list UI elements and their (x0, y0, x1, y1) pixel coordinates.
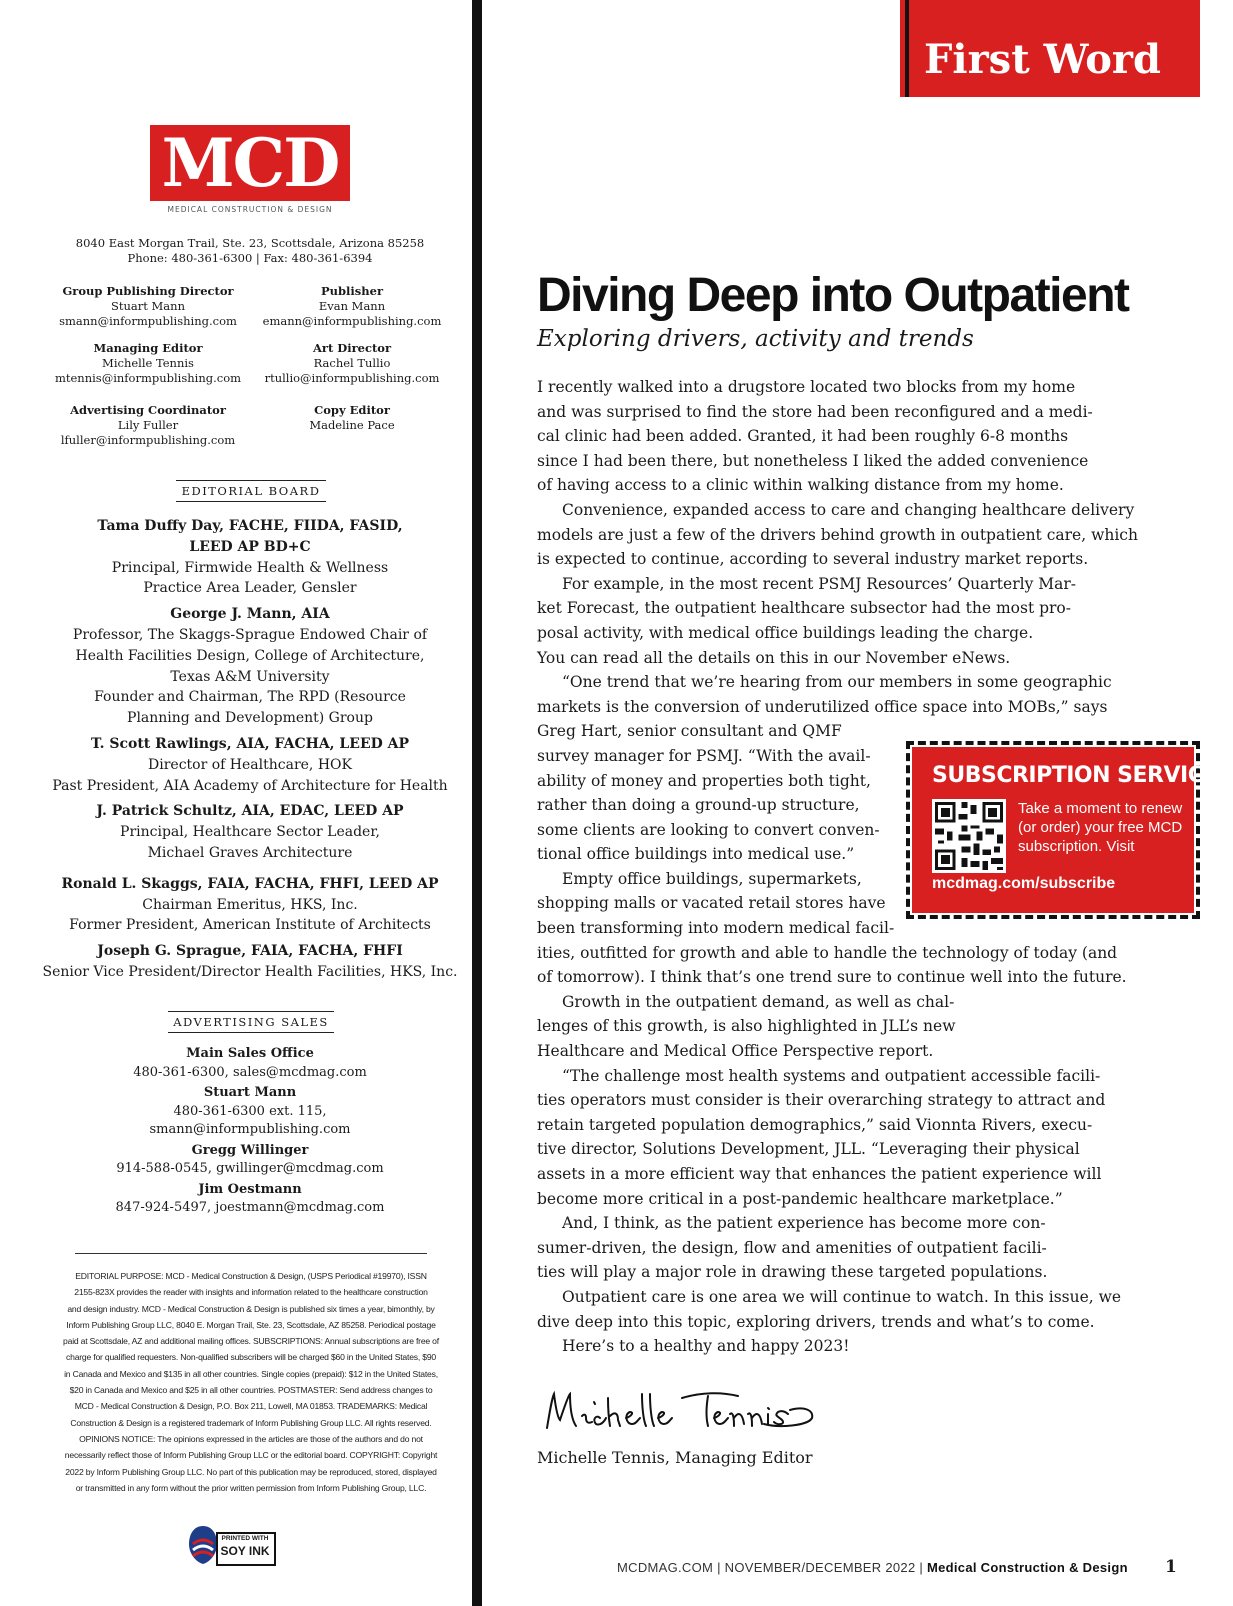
board-member-name: Joseph G. Sprague, FAIA, FACHA, FHFI (97, 943, 403, 960)
sales-contact-name: Main Sales Office (186, 1046, 314, 1061)
staff-role: Managing Editor (93, 341, 203, 355)
article-paragraph (537, 1211, 1137, 1285)
notice-line: Construction & Design is a registered trademark of Inform Publishing Group LLC. All rights reserved. (70, 1417, 432, 1428)
staff-email: emann@informpublishing.com (262, 314, 442, 328)
advertising-sales-list (40, 1045, 460, 1220)
divider-rule (75, 1253, 427, 1254)
board-member-detail: Chairman Emeritus, HKS, Inc. (142, 896, 358, 913)
staff-email: rtullio@informpublishing.com (264, 371, 440, 385)
article-headline: Diving Deep into Outpatient (537, 269, 1129, 322)
soy-ink-flag-icon (186, 1524, 220, 1566)
article-line: ties will play a major role in drawing these targeted populations. (537, 1263, 1048, 1282)
subscription-title: SUBSCRIPTION SERVICES (932, 763, 1233, 788)
logo-tagline: MEDICAL CONSTRUCTION & DESIGN (167, 205, 333, 214)
board-member-name: LEED AP BD+C (189, 538, 311, 555)
sales-contact (40, 1084, 460, 1140)
notice-line: necessarily reflect those of Inform Publishing Group LLC or the editorial board. COPYRIGHT: Copyright (64, 1450, 438, 1461)
article-line: is expected to continue, according to several industry market reports. (537, 550, 1089, 569)
sales-contact-name: Gregg Willinger (191, 1142, 309, 1158)
staff-role: Advertising Coordinator (70, 403, 226, 417)
article-line: I recently walked into a drugstore located two blocks from my home (537, 378, 1076, 396)
board-member (40, 516, 460, 599)
notice-line: Inform Publishing Group LLC, 8040 E. Morgan Trail, Ste. 23, Scottsdale, AZ 85258. Periodical postage (66, 1319, 436, 1330)
board-member-detail: Michael Graves Architecture (147, 844, 353, 861)
staff-role: Group Publishing Director (62, 284, 234, 298)
staff-name: Rachel Tullio (313, 356, 391, 370)
article-line: “The challenge most health systems and outpatient accessible facili- (562, 1066, 1101, 1085)
notice-line: and design industry. MCD - Medical Construction & Design is published six times a year, bimonthly, by (67, 1303, 435, 1314)
board-member-name: T. Scott Rawlings, AIA, FACHA, LEED AP (90, 735, 410, 752)
board-member-detail: Former President, American Institute of Architects (69, 917, 431, 934)
section-banner (900, 0, 1200, 97)
staff-role: Publisher (321, 284, 383, 298)
signoff: Michelle Tennis, Managing Editor (537, 1448, 813, 1467)
article-line: ability of money and properties both tight, (537, 771, 871, 790)
staff-entry (48, 403, 248, 448)
article-paragraph (537, 572, 1137, 670)
sales-contact (40, 1181, 460, 1218)
article-paragraph (537, 1334, 1137, 1359)
article-line: Convenience, expanded access to care and changing healthcare delivery (562, 500, 1135, 519)
staff-email: lfuller@informpublishing.com (60, 433, 236, 447)
board-member-detail: Founder and Chairman, The RPD (Resource (94, 689, 406, 706)
notice-line: OPINIONS NOTICE: The opinions expressed in the articles are those of the authors and do not (79, 1433, 423, 1444)
notice-line: 2022 by Inform Publishing Group LLC. No part of this publication may be reproduced, stored, displayed (65, 1466, 437, 1477)
article-line: models are just a few of the drivers behind growth in outpatient care, which (537, 525, 1138, 544)
board-member-name: Ronald L. Skaggs, FAIA, FACHA, FHFI, LEED AP (61, 875, 439, 892)
board-member-detail: Past President, AIA Academy of Architecture for Health (52, 777, 448, 794)
article-line: Growth in the outpatient demand, as well as chal- (562, 992, 955, 1011)
board-member-detail: Professor, The Skaggs-Sprague Endowed Chair of (72, 626, 428, 643)
notice-line: 2155-823X provides the reader with insights and information related to the healthcare construction (74, 1287, 428, 1298)
staff-name: Evan Mann (318, 299, 386, 313)
notice-line: EDITORIAL PURPOSE: MCD - Medical Construction & Design, (USPS Periodical #19970), ISSN (75, 1271, 427, 1281)
phone-fax: Phone: 480-361-6300 | Fax: 480-361-6394 (127, 251, 373, 265)
staff-role: Copy Editor (314, 403, 390, 417)
board-member (40, 941, 460, 983)
staff-entry (48, 341, 248, 386)
advertising-sales-label: ADVERTISING SALES (168, 1011, 334, 1033)
article-line: For example, in the most recent PSMJ Resources’ Quarterly Mar- (562, 574, 1077, 593)
soy-ink-badge (186, 1524, 278, 1566)
address: 8040 East Morgan Trail, Ste. 23, Scottsdale, Arizona 85258 (75, 236, 425, 250)
sales-contact-detail: 480-361-6300, sales@mcdmag.com (133, 1064, 367, 1080)
board-member-name: J. Patrick Schultz, AIA, EDAC, LEED AP (96, 803, 404, 820)
subscription-link[interactable]: mcdmag.com/subscribe (932, 875, 1116, 892)
article-line: since I had been there, but nonetheless I liked the added convenience (537, 451, 1089, 470)
article-line: retain targeted population demographics,” said Vionnta Rivers, execu- (537, 1115, 1093, 1134)
article-line: tional office buildings into medical use.” (537, 845, 855, 864)
board-member-detail: Director of Healthcare, HOK (148, 756, 352, 773)
staff-email: smann@informpublishing.com (59, 314, 237, 328)
page-number: 1 (1165, 1557, 1177, 1577)
subscription-callout[interactable] (912, 747, 1233, 913)
staff-name: Stuart Mann (111, 299, 185, 313)
board-member-name: George J. Mann, AIA (170, 606, 330, 623)
page-footer (617, 1560, 1128, 1575)
staff-role: Art Director (312, 341, 392, 355)
article-line: and was surprised to find the store had been reconfigured and a medi- (537, 402, 1093, 421)
article-line: And, I think, as the patient experience has become more con- (562, 1214, 1046, 1233)
article-line: You can read all the details on this in our November eNews. (537, 648, 1011, 667)
article-line: “One trend that we’re hearing from our members in some geographic (562, 673, 1112, 692)
sales-contact-name: Jim Oestmann (198, 1181, 302, 1197)
staff-entry (252, 403, 452, 433)
editorial-board-list (40, 516, 460, 988)
staff-email: mtennis@informpublishing.com (54, 371, 242, 385)
masthead-column (0, 0, 472, 1606)
handwritten-signature (542, 1380, 822, 1440)
article-paragraph (537, 498, 1137, 572)
subscription-pitch: Take a moment to renew (or order) your free MCD subscription. Visit (1018, 800, 1183, 855)
staff-entry (252, 341, 452, 386)
mcd-logo: MCD (150, 125, 350, 201)
sales-contact-detail: 847-924-5497, joestmann@mcdmag.com (115, 1200, 385, 1215)
sales-contact (40, 1045, 460, 1082)
article-line: markets is the conversion of underutilized office space into MOBs,” says (537, 697, 1108, 716)
qr-code-icon[interactable] (932, 799, 1006, 873)
editorial-board-label: EDITORIAL BOARD (176, 480, 326, 502)
sales-contact-detail: 914-588-0545, gwillinger@mcdmag.com (116, 1161, 384, 1176)
article-line: lenges of this growth, is also highlighted in JLL’s new (537, 1017, 956, 1036)
article-line: ket Forecast, the outpatient healthcare subsector had the most pro- (537, 599, 1072, 618)
sales-contact (40, 1142, 460, 1179)
article-paragraph (537, 1064, 1137, 1212)
article-line: been transforming into modern medical facil- (537, 919, 895, 938)
article-line: Greg Hart, senior consultant and QMF (537, 722, 842, 741)
article-line: dive deep into this topic, exploring drivers, trends and what’s to come. (537, 1312, 1095, 1331)
article-line: Outpatient care is one area we will continue to watch. In this issue, we (562, 1287, 1122, 1306)
staff-entry (252, 284, 452, 329)
sales-contact-name: Stuart Mann (203, 1085, 297, 1100)
soy-ink-line1: PRINTED WITH (221, 1535, 269, 1542)
notice-line: or transmitted in any form without the prior written permission from Inform Publishing Group, LLC. (75, 1482, 427, 1493)
article-line: assets in a more efficient way that enhances the patient experience will (537, 1165, 1102, 1183)
column-divider (472, 0, 482, 1606)
board-member-name: Tama Duffy Day, FACHE, FIIDA, FASID, (97, 518, 403, 534)
article-column (482, 0, 1233, 1606)
article-line: Healthcare and Medical Office Perspective report. (537, 1042, 934, 1061)
article-paragraph (537, 1285, 1137, 1334)
board-member-detail: Practice Area Leader, Gensler (143, 580, 357, 597)
staff-name: Michelle Tennis (102, 356, 194, 370)
article-line: survey manager for PSMJ. “With the avail- (537, 746, 871, 765)
board-member-detail: Senior Vice President/Director Health Facilities, HKS, Inc. (42, 963, 458, 980)
article-line: tive director, Solutions Development, JLL. “Leveraging their physical (537, 1140, 1080, 1159)
notice-line: $20 in Canada and Mexico and $25 in all other countries. POSTMASTER: Send address changes to (69, 1385, 433, 1396)
board-member-detail: Principal, Healthcare Sector Leader, (120, 824, 380, 841)
sales-contact-detail: 480-361-6300 ext. 115, (173, 1103, 327, 1119)
article-line: become more critical in a post-pandemic healthcare marketplace.” (537, 1189, 1063, 1208)
article-line: cal clinic had been added. Granted, it had been roughly 6-8 months (537, 427, 1069, 446)
article-line: rather than doing a ground-up structure, (537, 796, 860, 815)
article-line: of having access to a clinic within walking distance from my home. (537, 476, 1064, 495)
notice-line: MCD - Medical Construction & Design, P.O. Box 211, Lowell, MA 01853. TRADEMARKS: Medical (74, 1401, 428, 1412)
article-line: shopping malls or vacated retail stores have (537, 894, 886, 913)
footer-publication: Medical Construction & Design (926, 1560, 1128, 1575)
board-member (40, 604, 460, 729)
soy-ink-line2: SOY INK (220, 1544, 270, 1558)
article-line: sumer-driven, the design, flow and amenities of outpatient facili- (537, 1238, 1047, 1257)
article-line: posal activity, with medical office buildings leading the charge. (537, 623, 1034, 642)
staff-name: Madeline Pace (309, 418, 395, 432)
section-banner-title: First Word (924, 36, 1161, 83)
staff-name: Lily Fuller (117, 418, 179, 432)
sales-contact-detail: smann@informpublishing.com (149, 1122, 351, 1137)
article-line: ities, outfitted for growth and able to handle the technology of today (and (537, 943, 1118, 962)
footer-text: MCDMAG.COM | NOVEMBER/DECEMBER 2022 | (617, 1560, 927, 1575)
article-line: Empty office buildings, supermarkets, (562, 869, 862, 888)
article-paragraph (537, 375, 1137, 498)
article-line: some clients are looking to convert conven- (537, 820, 880, 839)
article-line: of tomorrow). I think that’s one trend sure to continue well into the future. (537, 968, 1127, 987)
notice-line: paid at Scottsdale, AZ and additional mailing offices. SUBSCRIPTIONS: Annual subscriptions are free of (63, 1336, 439, 1347)
staff-entry (48, 284, 248, 329)
board-member (40, 801, 460, 863)
article-paragraph (537, 990, 1137, 1064)
notice-line: in Canada and Mexico and $135 in all other countries. Single copies (prepaid): $12 in the United States, (64, 1368, 438, 1379)
board-member (40, 734, 460, 796)
board-member-detail: Principal, Firmwide Health & Wellness (111, 559, 389, 576)
board-member (40, 874, 460, 936)
board-member-detail: Health Facilities Design, College of Architecture, (75, 647, 425, 664)
article-line: ties operators must consider is their overarching strategy to attract and (537, 1091, 1106, 1110)
article-subhead: Exploring drivers, activity and trends (537, 326, 974, 352)
board-member-detail: Texas A&M University (170, 668, 330, 685)
banner-accent-bar (905, 0, 909, 97)
board-member-detail: Planning and Development) Group (127, 710, 373, 727)
editorial-purpose-notice (55, 1268, 447, 1496)
article-line: Here’s to a healthy and happy 2023! (562, 1337, 850, 1356)
notice-line: charge for qualified requesters. Non-qualified subscribers will be charged $60 in the United States, $90 (66, 1352, 436, 1363)
